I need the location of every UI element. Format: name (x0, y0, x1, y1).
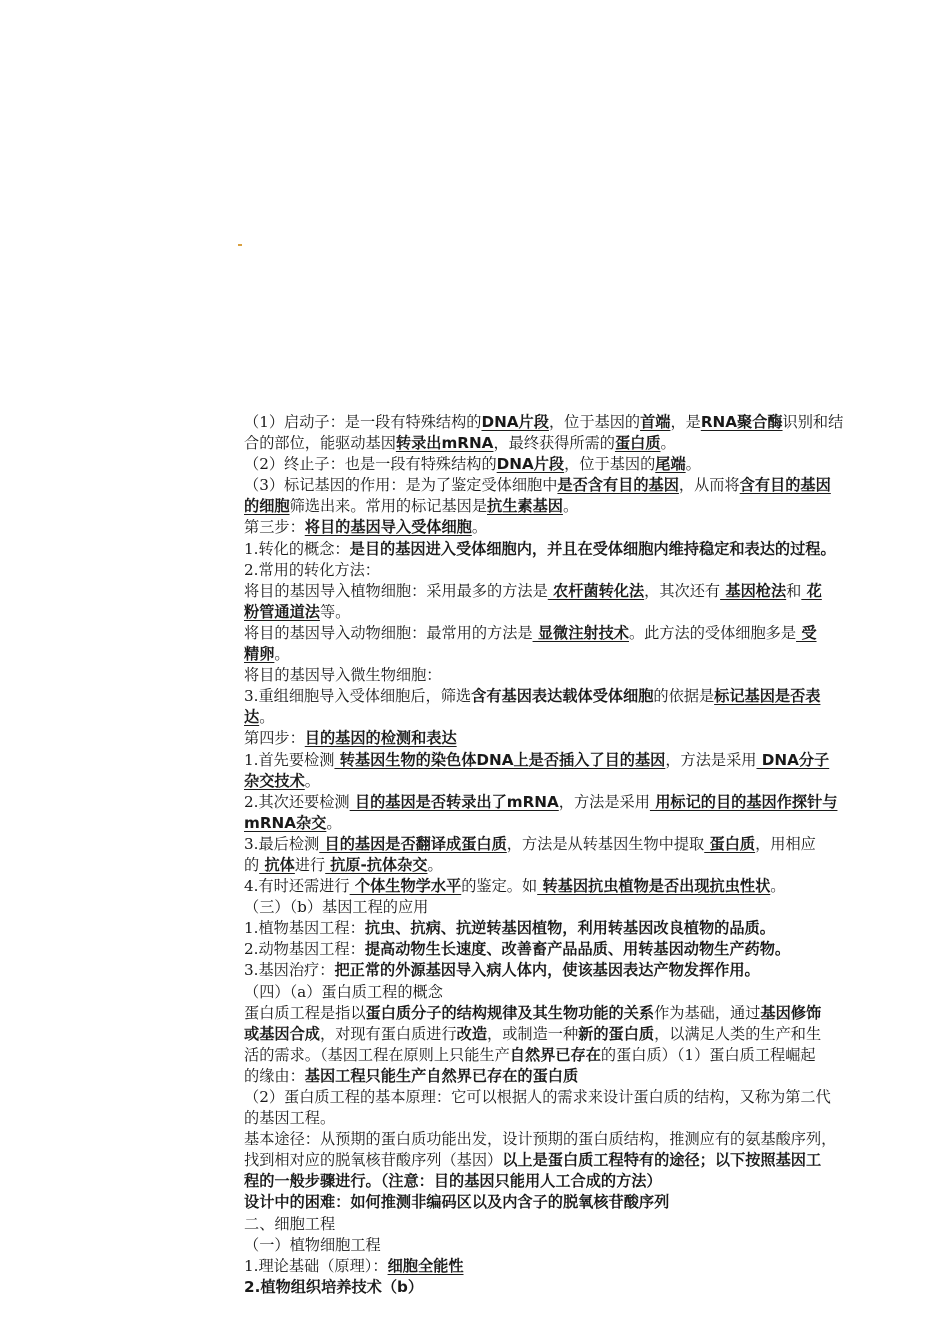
text-segment: ，方法是采用 (665, 750, 757, 769)
text-segment: 找到相对应的脱氧核苷酸序列（基因） (244, 1151, 503, 1170)
text-segment: 将目的基因导入微生物细胞： (244, 666, 442, 685)
text-segment: 1.理论基础（原理）： (244, 1256, 388, 1275)
text-segment: （2）终止子：也是一段有特殊结构的 (244, 455, 497, 474)
emphasized-text: 抗生素基因 (487, 497, 563, 516)
scan-speck (238, 244, 242, 246)
text-line (244, 412, 894, 433)
text-segment: 蛋白质工程是指以 (244, 1003, 366, 1022)
document-text (244, 412, 894, 1298)
emphasized-text: 精卵 (244, 645, 275, 664)
emphasized-text: 达 (244, 708, 260, 727)
text-segment: ，其次还有 (644, 581, 721, 600)
text-segment: 的缘由： (244, 1066, 305, 1085)
emphasized-text: 转基因抗虫植物是否出现抗虫性状 (537, 877, 771, 896)
emphasized-text: 程的一般步骤进行。（注意：目的基因只能用人工合成的方法） (244, 1172, 662, 1191)
text-segment: ，方法是从转基因生物中提取 (506, 834, 705, 853)
text-line (244, 602, 894, 623)
emphasized-text: 抗体 (259, 855, 295, 874)
emphasized-text: 转录出mRNA (395, 434, 494, 453)
text-line (244, 539, 894, 560)
text-segment: 的基因工程。 (244, 1109, 336, 1128)
emphasized-text: 花 (801, 581, 822, 600)
emphasized-text: 尾端 (655, 455, 686, 474)
emphasized-text: 是目的基因进入受体细胞内，并且在受体细胞内维持稳定和表达的过程。 (349, 539, 836, 558)
text-line (244, 960, 894, 981)
emphasized-text: RNA聚合酶 (700, 413, 783, 431)
text-segment: 的依据是 (653, 687, 715, 706)
text-line (244, 1108, 894, 1129)
text-line (244, 918, 894, 939)
emphasized-text: 把正常的外源基因导入病人体内，使该基因表达产物发挥作用。 (334, 961, 760, 980)
text-line (244, 792, 894, 813)
text-line (244, 1003, 894, 1024)
emphasized-text: 的细胞 (244, 497, 290, 516)
text-segment: ，从而将 (678, 476, 740, 495)
text-segment: 二、细胞工程 (244, 1214, 336, 1233)
text-segment: 的蛋白质）（1）蛋白质工程崛起 (600, 1045, 816, 1064)
emphasized-text: 杂交技术 (244, 771, 305, 790)
text-segment: ，位于基因的 (548, 413, 641, 431)
text-line (244, 982, 894, 1003)
text-line (244, 1150, 894, 1171)
emphasized-text: 含有目的基因 (739, 476, 831, 495)
text-line (244, 1171, 894, 1192)
text-segment: 。 (304, 771, 320, 790)
text-line (244, 771, 894, 792)
text-segment: 活的需求。（基因工程在原则上只能生产 (244, 1045, 510, 1064)
text-segment: 第三步： (244, 518, 305, 537)
text-segment: 第四步： (244, 729, 305, 748)
emphasized-text: DNA片段 (496, 455, 565, 474)
text-segment: 筛选出来。常用的标记基因是 (289, 497, 487, 516)
text-segment: 。 (660, 434, 676, 453)
text-segment: ，是 (670, 413, 701, 431)
emphasized-text: 显微注射技术 (532, 623, 629, 642)
text-segment: ，方法是采用 (558, 792, 650, 811)
text-line (244, 496, 894, 517)
text-line (244, 623, 894, 644)
text-line (244, 855, 894, 876)
text-segment: 。 (685, 455, 701, 474)
text-segment: 。 (259, 708, 275, 727)
emphasized-text: 目的基因是否转录出了mRNA (349, 792, 559, 811)
text-line (244, 939, 894, 960)
text-line (244, 1277, 894, 1298)
text-segment: 。 (274, 645, 290, 664)
text-segment: 3.最后检测 (244, 834, 320, 853)
text-line (244, 644, 894, 665)
emphasized-text: DNA分子 (756, 750, 830, 769)
text-segment: （一）植物细胞工程 (244, 1235, 381, 1254)
text-segment: ，或制造一种 (487, 1024, 579, 1043)
emphasized-text: 个体生物学水平 (349, 877, 462, 896)
text-segment: 1.植物基因工程： (244, 919, 365, 938)
text-line (244, 1235, 894, 1256)
emphasized-text: 蛋白质 (704, 834, 756, 853)
text-line (244, 433, 894, 454)
emphasized-text: 粉管通道法 (244, 602, 320, 621)
emphasized-text: 农杆菌转化法 (547, 581, 645, 600)
text-segment: （1）启动子：是一段有特殊结构的 (244, 413, 482, 431)
emphasized-text: 2.植物组织培养技术（b） (244, 1277, 424, 1296)
text-segment: ，位于基因的 (564, 455, 656, 474)
text-segment: 2.常用的转化方法： (244, 560, 380, 579)
emphasized-text: 目的基因是否翻译成蛋白质 (319, 834, 507, 853)
emphasized-text: 设计中的困难：如何推测非编码区以及内含子的脱氧核苷酸序列 (244, 1193, 670, 1212)
text-line (244, 1256, 894, 1277)
emphasized-text: 含有基因表达载体受体细胞 (471, 687, 654, 706)
emphasized-text: 用标记的目的基因作探针与 (649, 792, 838, 811)
text-segment: 作为基础，通过 (654, 1003, 761, 1022)
text-segment: 将目的基因导入动物细胞：最常用的方法是 (244, 623, 533, 642)
text-line (244, 707, 894, 728)
emphasized-text: 转基因生物的染色体DNA上是否插入了目的基因 (334, 750, 666, 769)
emphasized-text: 提高动物生长速度、改善畜产品品质、用转基因动物生产药物。 (364, 940, 791, 959)
text-segment: 1.转化的概念： (244, 539, 350, 558)
emphasized-text: 首端 (640, 413, 671, 431)
emphasized-text: 或基因合成 (244, 1024, 320, 1043)
text-segment: （四）（a）蛋白质工程的概念 (244, 982, 443, 1001)
emphasized-text: 蛋白质 (614, 434, 661, 453)
text-line (244, 1129, 894, 1150)
text-segment: 1.首先要检测 (244, 750, 335, 769)
text-segment: 3.重组细胞导入受体细胞后，筛选 (244, 687, 472, 706)
text-segment: 识别和结 (782, 413, 844, 431)
text-line (244, 1066, 894, 1087)
text-line (244, 834, 894, 855)
text-segment: 进行 (294, 855, 326, 874)
text-line (244, 454, 894, 475)
emphasized-text: 细胞全能性 (387, 1256, 464, 1275)
text-segment: 4.有时还需进行 (244, 877, 350, 896)
emphasized-text: 改造 (456, 1024, 487, 1043)
text-segment: 2.其次还要检测 (244, 792, 350, 811)
text-segment: ，最终获得所需的 (493, 434, 615, 453)
text-segment: 3.基因治疗： (244, 961, 335, 980)
text-line (244, 1024, 894, 1045)
text-segment: ，对现有蛋白质进行 (319, 1024, 457, 1043)
emphasized-text: 目的基因的检测和表达 (304, 729, 457, 748)
text-segment: 和 (786, 581, 802, 600)
text-line (244, 1045, 894, 1066)
text-segment: 。 (326, 813, 342, 832)
text-line (244, 1087, 894, 1108)
emphasized-text: 受 (796, 623, 817, 642)
text-line (244, 813, 894, 834)
text-line (244, 665, 894, 686)
text-segment: ，以满足人类的生产和生 (654, 1024, 822, 1043)
text-line (244, 1214, 894, 1235)
emphasized-text: 基因修饰 (760, 1003, 822, 1022)
text-segment: 2.动物基因工程： (244, 940, 365, 959)
text-line (244, 475, 894, 496)
text-line (244, 1192, 894, 1213)
text-line (244, 517, 894, 538)
emphasized-text: 标记基因是否表 (714, 687, 821, 706)
text-segment: 。 (770, 877, 786, 896)
emphasized-text: 抗原-抗体杂交 (330, 855, 428, 874)
text-line (244, 897, 894, 918)
text-line (244, 876, 894, 897)
emphasized-text: mRNA杂交 (244, 813, 327, 832)
text-segment: 。 (562, 497, 579, 516)
text-segment: 将目的基因导入植物细胞：采用最多的方法是 (244, 581, 548, 600)
text-segment: 。 (427, 855, 443, 874)
text-segment: 的鉴定。如 (461, 877, 538, 896)
emphasized-text: 蛋白质分子的结构规律及其生物功能的关系 (365, 1003, 655, 1022)
text-segment: 的 (244, 855, 260, 874)
text-segment: （2）蛋白质工程的基本原理：它可以根据人的需求来设计蛋白质的结构，又称为第二代 (244, 1088, 831, 1106)
text-segment: 合的部位，能驱动基因 (244, 434, 396, 453)
text-line (244, 728, 894, 749)
text-segment: 。 (471, 518, 487, 537)
text-segment: （3）标记基因的作用：是为了鉴定受体细胞中 (244, 476, 558, 495)
emphasized-text: 是否含有目的基因 (557, 476, 679, 495)
emphasized-text: 抗虫、抗病、抗逆转基因植物，利用转基因改良植物的品质。 (364, 919, 775, 938)
emphasized-text: 新的蛋白质 (578, 1024, 655, 1043)
text-segment: （三）（b）基因工程的应用 (244, 898, 429, 917)
emphasized-text: 以上是蛋白质工程特有的途径；以下按照基因工 (502, 1151, 822, 1170)
text-line (244, 560, 894, 581)
text-segment: 。此方法的受体细胞多是 (628, 623, 797, 642)
text-segment: 等。 (319, 602, 351, 621)
text-segment: ，用相应 (755, 834, 816, 853)
text-line (244, 581, 894, 602)
text-line (244, 686, 894, 707)
text-segment: 基本途径：从预期的蛋白质功能出发，设计预期的蛋白质结构，推测应有的氨基酸序列， (244, 1130, 837, 1149)
text-line (244, 750, 894, 771)
emphasized-text: 基因工程只能生产自然界已存在的蛋白质 (304, 1066, 579, 1085)
emphasized-text: 基因枪法 (720, 581, 787, 600)
emphasized-text: 自然界已存在 (509, 1045, 601, 1064)
emphasized-text: DNA片段 (481, 413, 549, 431)
emphasized-text: 将目的基因导入受体细胞 (304, 518, 472, 537)
